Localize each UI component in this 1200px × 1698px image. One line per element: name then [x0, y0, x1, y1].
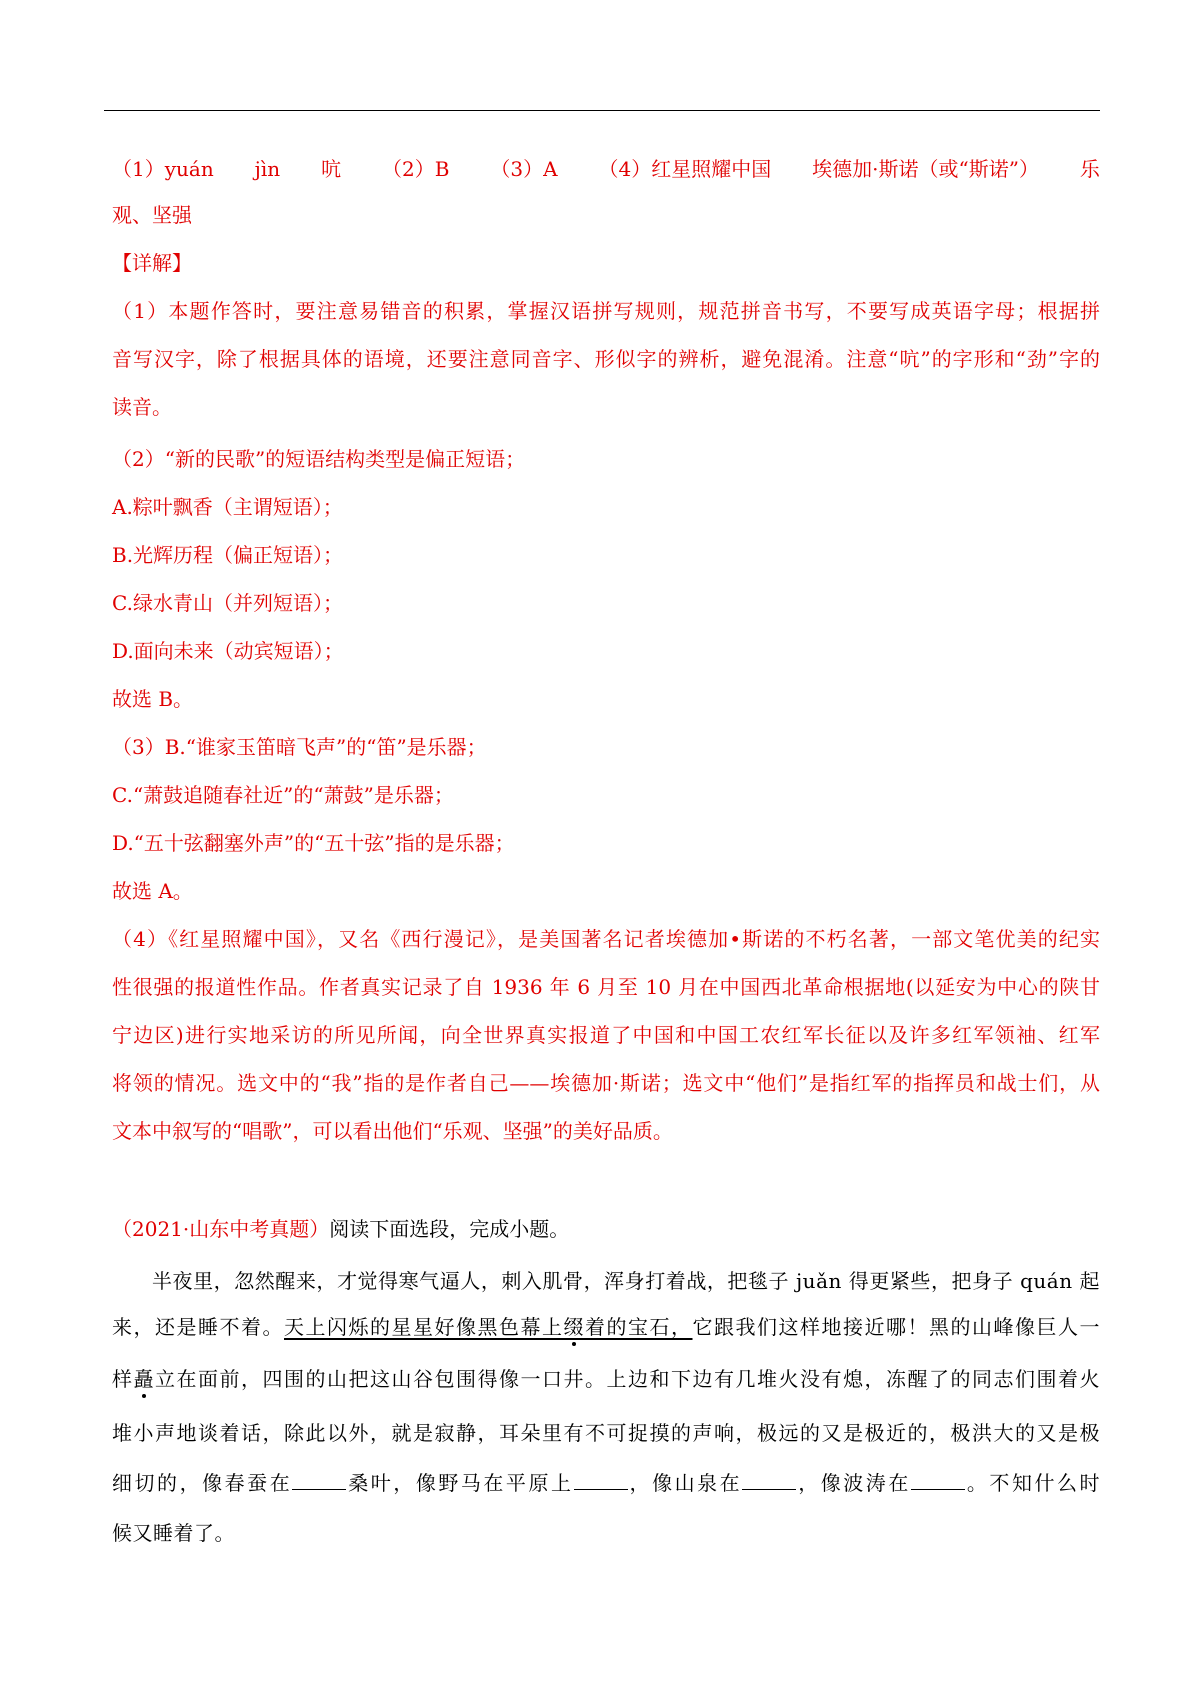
explain-q4-line: 性很强的报道性作品。作者真实记录了自 1936 年 6 月至 10 月在中国西北革命根据地(以延安为中心的陕甘: [112, 975, 1100, 999]
answer-1: （1）yuán: [112, 157, 214, 181]
answer-2: jìn: [254, 157, 281, 181]
passage-text: 立在面前，四围的山把这山谷包围得像一口井。上边和下边有几堆火没有熄，冻醒了的同志们围着火: [155, 1367, 1100, 1391]
answer-5: （3）A: [490, 157, 558, 181]
answer-line: [112, 156, 1100, 182]
explain-q2: （2）“新的民歌”的短语结构类型是偏正短语；: [112, 447, 526, 471]
underlined-text: 着的宝石，: [585, 1315, 693, 1339]
passage-text: 样: [112, 1367, 134, 1391]
passage-text: 桑叶，像野马在平原上: [346, 1471, 574, 1495]
explain-q4-line: 文本中叙写的“唱歌”，可以看出他们“乐观、坚强”的美好品质。: [112, 1119, 673, 1143]
explain-q2-option-a: A.粽叶飘香（主谓短语）；: [112, 495, 343, 519]
passage-line: [112, 1366, 1100, 1392]
passage-text: 来，还是睡不着。: [112, 1315, 284, 1339]
explain-q3: （3）B.“谁家玉笛暗飞声”的“笛”是乐器；: [112, 735, 487, 759]
passage-line: 半夜里，忽然醒来，才觉得寒气逼人，刺入肌骨，浑身打着战，把毯子 juǎn 得更紧些，把身子 quán 起: [152, 1269, 1100, 1293]
explain-q4-line: 将领的情况。选文中的“我”指的是作者自己——埃德加·斯诺；选文中“他们”是指红军的指挥员和战士们，从: [112, 1071, 1100, 1095]
passage-text: ，像波涛在: [796, 1471, 911, 1495]
passage-line: [112, 1470, 1100, 1496]
explain-q4-line: （4）《红星照耀中国》，又名《西行漫记》，是美国著名记者埃德加•斯诺的不朽名著，一部文笔优美的纪实: [112, 927, 1100, 951]
explain-q2-option-c: C.绿水青山（并列短语）；: [112, 591, 343, 615]
answer-blank[interactable]: [574, 1471, 628, 1490]
answer-continuation: 观、坚强: [112, 203, 192, 227]
question-heading: [112, 1216, 1100, 1242]
explain-q1-line: 音写汉字，除了根据具体的语境，还要注意同音字、形似字的辨析，避免混淆。注意“吭”的字形和“劲”字的: [112, 347, 1100, 371]
question-source: （2021·山东中考真题）: [112, 1217, 330, 1241]
dotted-character: 缀: [563, 1315, 585, 1339]
explain-q3-option-d: D.“五十弦翻塞外声”的“五十弦”指的是乐器；: [112, 831, 515, 855]
explain-q1-line: 读音。: [112, 395, 172, 419]
explain-q3-answer: 故选 A。: [112, 879, 193, 903]
passage-line: 堆小声地谈着话，除此以外，就是寂静，耳朵里有不可捉摸的声响，极远的又是极近的，极洪大的又是极: [112, 1421, 1100, 1445]
answer-4: （2）B: [382, 157, 450, 181]
underlined-text: 天上闪烁的星星好像黑色幕上: [284, 1315, 564, 1339]
passage-line: [112, 1314, 1100, 1340]
answer-8: 乐: [1079, 157, 1100, 181]
explain-q2-option-b: B.光辉历程（偏正短语）；: [112, 543, 344, 567]
passage-text: 它跟我们这样地接近哪！黑的山峰像巨人一: [692, 1315, 1100, 1339]
explain-q1-line: （1）本题作答时，要注意易错音的积累，掌握汉语拼写规则，规范拼音书写，不要写成英语字母；根据拼: [112, 299, 1100, 323]
answer-blank[interactable]: [292, 1471, 346, 1490]
passage-text: 。不知什么时: [964, 1471, 1101, 1495]
answer-blank[interactable]: [911, 1471, 965, 1490]
explain-q1: [112, 298, 1100, 442]
answer-3: 吭: [321, 157, 342, 181]
passage-line: 候又睡着了。: [112, 1521, 235, 1545]
answer-blank[interactable]: [742, 1471, 796, 1490]
question-instruction: 阅读下面选段，完成小题。: [329, 1217, 570, 1241]
answer-7: 埃德加·斯诺（或“斯诺”）: [812, 157, 1039, 181]
explain-q2-option-d: D.面向未来（动宾短语）；: [112, 639, 344, 663]
explain-q4-line: 宁边区)进行实地采访的所见所闻，向全世界真实报道了中国和中国工农红军长征以及许多红军领袖、红军: [112, 1023, 1100, 1047]
explain-q4: [112, 926, 1100, 1166]
underlined-sentence: [284, 1315, 693, 1339]
header-rule: [104, 110, 1100, 111]
passage-text: 细切的，像春蚕在: [112, 1471, 293, 1495]
explain-heading: 【详解】: [112, 251, 192, 275]
explain-q3-option-c: C.“萧鼓追随春社近”的“萧鼓”是乐器；: [112, 783, 454, 807]
dotted-character: 矗: [133, 1367, 155, 1391]
answer-6: （4）红星照耀中国: [598, 157, 772, 181]
explain-q2-answer: 故选 B。: [112, 687, 194, 711]
passage-text: ，像山泉在: [627, 1471, 743, 1495]
